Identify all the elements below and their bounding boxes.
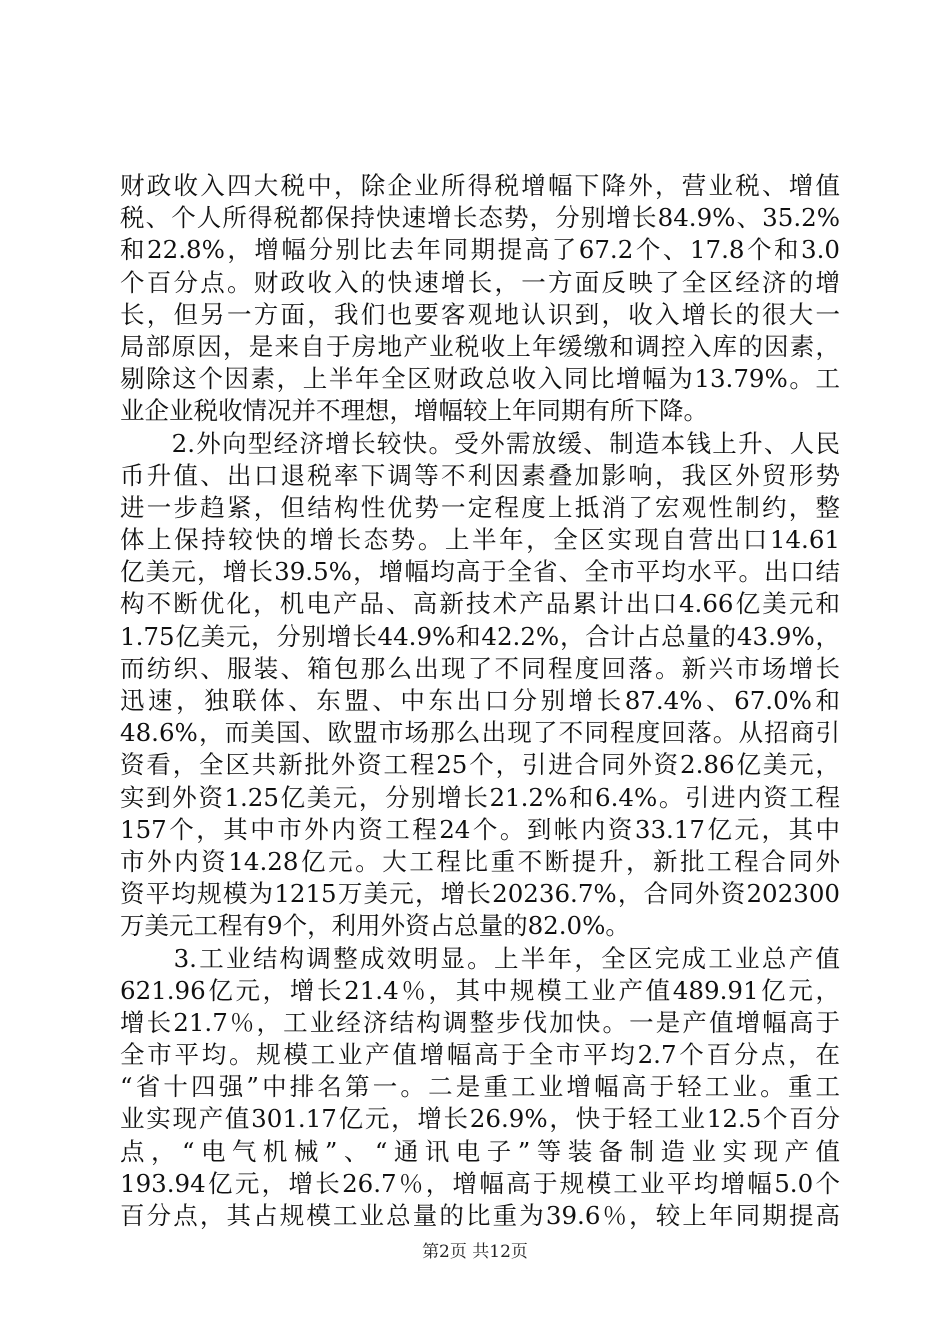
text-line: 局部原因，是来自于房地产业税收上年缓缴和调控入库的因素，	[120, 331, 840, 361]
text-line: 构不断优化，机电产品、高新技术产品累计出口4.66亿美元和	[120, 589, 840, 619]
text-line: 百分点，其占规模工业总量的比重为39.6％，较上年同期提高	[120, 1201, 840, 1230]
text-line: 和22.8%，增幅分别比去年同期提高了67.2个、17.8个和3.0	[120, 235, 840, 265]
text-line: 财政收入四大税中，除企业所得税增幅下降外，营业税、增值	[120, 171, 840, 200]
text-line: 1.75亿美元，分别增长44.9%和42.2%，合计占总量的43.9%，	[120, 621, 840, 651]
text-line: 点，“电气机械”、“通讯电子”等装备制造业实现产值	[120, 1136, 840, 1166]
text-line: 业企业税收情况并不理想，增幅较上年同期有所下降。	[120, 396, 708, 426]
text-line: 增长21.7％，工业经济结构调整步伐加快。一是产值增幅高于	[120, 1007, 840, 1037]
text-line: 税、个人所得税都保持快速增长态势，分别增长84.9%、35.2%	[120, 203, 840, 233]
text-line: 体上保持较快的增长态势。上半年，全区实现自营出口14.61	[120, 525, 840, 555]
text-line: 全市平均。规模工业产值增幅高于全市平均2.7个百分点，在	[120, 1040, 840, 1070]
text-line: 业实现产值301.17亿元，增长26.9%，快于轻工业12.5个百分	[120, 1104, 840, 1134]
text-line: 个百分点。财政收入的快速增长，一方面反映了全区经济的增	[120, 267, 840, 297]
text-line: 进一步趋紧，但结构性优势一定程度上抵消了宏观性制约，整	[120, 492, 840, 522]
text-line: 2.外向型经济增长较快。受外需放缓、制造本钱上升、人民	[120, 428, 840, 458]
text-line: 48.6%，而美国、欧盟市场那么出现了不同程度回落。从招商引	[120, 718, 840, 748]
text-line: 市外内资14.28亿元。大工程比重不断提升，新批工程合同外	[120, 846, 840, 876]
text-line: 资平均规模为1215万美元，增长20236.7%，合同外资202300	[120, 879, 840, 909]
text-line: 万美元工程有9个，利用外资占总量的82.0%。	[120, 911, 630, 941]
text-line: 长，但另一方面，我们也要客观地认识到，收入增长的很大一	[120, 299, 840, 329]
document-body	[120, 170, 840, 1232]
text-line: 剔除这个因素，上半年全区财政总收入同比增幅为13.79%。工	[120, 364, 840, 394]
text-line: 193.94亿元，增长26.7％，增幅高于规模工业平均增幅5.0个	[120, 1168, 840, 1198]
text-line: 621.96亿元，增长21.4％，其中规模工业产值489.91亿元，	[120, 975, 840, 1005]
text-line: 3.工业结构调整成效明显。上半年，全区完成工业总产值	[120, 943, 840, 973]
text-line: “省十四强”中排名第一。二是重工业增幅高于轻工业。重工	[120, 1072, 840, 1102]
text-line: 迅速，独联体、东盟、中东出口分别增长87.4%、67.0%和	[120, 686, 840, 715]
text-line: 157个，其中市外内资工程24个。到帐内资33.17亿元，其中	[120, 814, 840, 844]
text-line: 而纺织、服装、箱包那么出现了不同程度回落。新兴市场增长	[120, 653, 840, 683]
text-line: 资看，全区共新批外资工程25个，引进合同外资2.86亿美元，	[120, 750, 840, 780]
text-line: 实到外资1.25亿美元，分别增长21.2%和6.4%。引进内资工程	[120, 782, 840, 812]
text-line: 币升值、出口退税率下调等不利因素叠加影响，我区外贸形势	[120, 460, 840, 490]
page-footer: 第2页 共12页	[422, 1242, 528, 1262]
text-line: 亿美元，增长39.5%，增幅均高于全省、全市平均水平。出口结	[120, 557, 840, 587]
